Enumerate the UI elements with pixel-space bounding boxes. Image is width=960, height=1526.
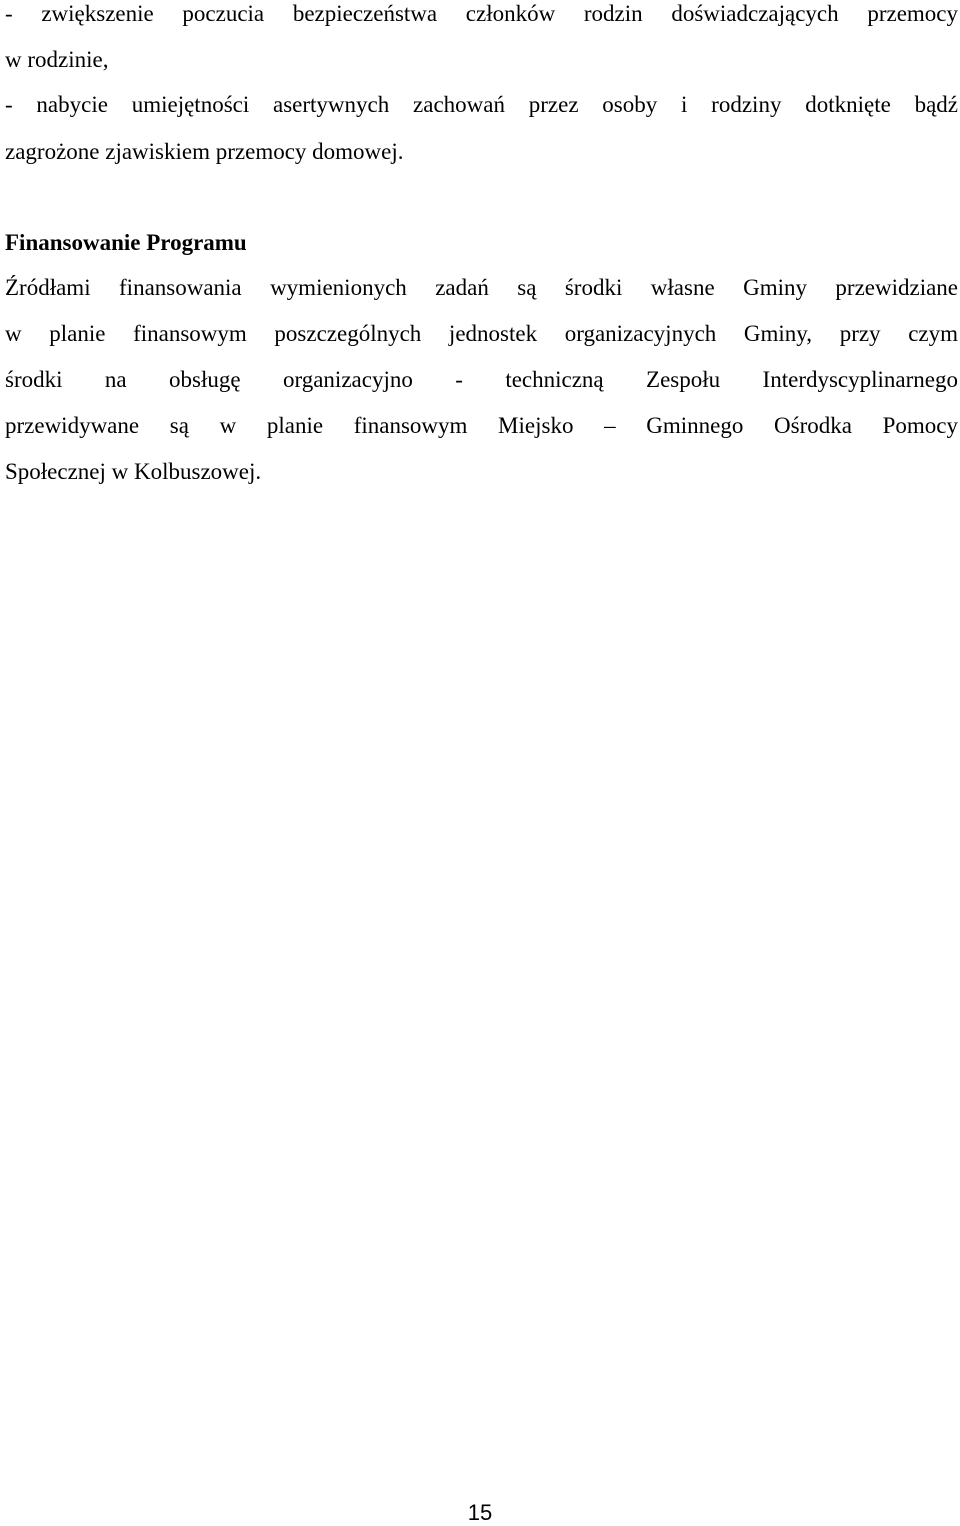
intro-line-1: - zwiększenie poczucia bezpieczeństwa członków rodzin doświadczających przemocy bbox=[5, 1, 958, 26]
intro-line-3: - nabycie umiejętności asertywnych zachowań przez osoby i rodziny dotknięte bądź bbox=[5, 92, 958, 117]
section-heading: Finansowanie Programu bbox=[5, 230, 247, 255]
intro-line-2: w rodzinie, bbox=[5, 47, 109, 72]
section-line-5: Społecznej w Kolbuszowej. bbox=[5, 459, 262, 484]
section-line-3: środki na obsługę organizacyjno - techniczną Zespołu Interdyscyplinarnego bbox=[5, 367, 958, 392]
section-line-1: Źródłami finansowania wymienionych zadań są środki własne Gminy przewidziane bbox=[5, 275, 958, 300]
page-number: 15 bbox=[467, 1500, 493, 1525]
intro-line-4: zagrożone zjawiskiem przemocy domowej. bbox=[5, 139, 404, 164]
section-line-4: przewidywane są w planie finansowym Miejsko – Gminnego Ośrodka Pomocy bbox=[5, 413, 958, 438]
section-line-2: w planie finansowym poszczególnych jednostek organizacyjnych Gminy, przy czym bbox=[5, 321, 958, 346]
